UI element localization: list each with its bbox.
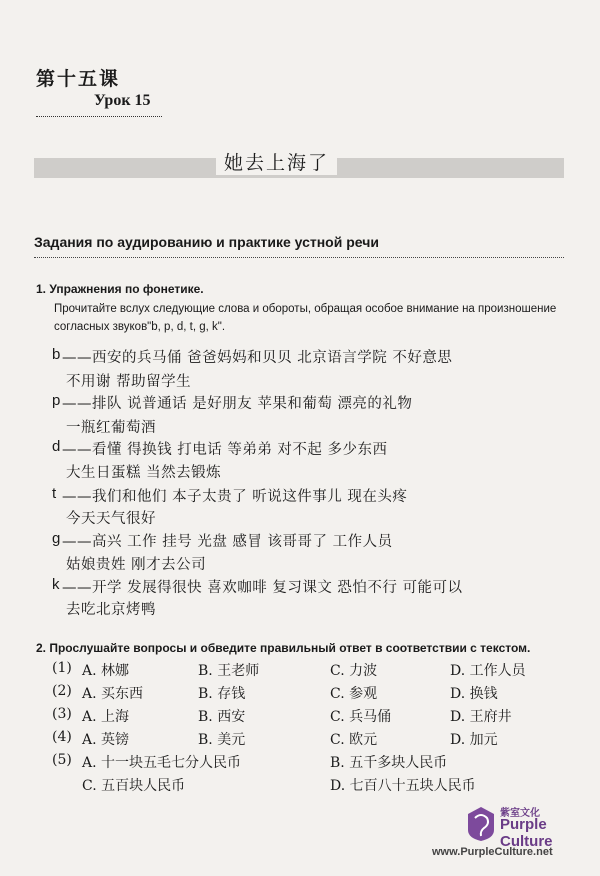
phonetic-letter: d	[52, 438, 61, 455]
phonetic-letter: g	[52, 530, 61, 547]
answer-option[interactable]: C. 力波	[330, 663, 378, 679]
phonetic-line: ——排队 说普通话 是好朋友 苹果和葡萄 漂亮的礼物	[62, 396, 413, 412]
lesson-title: 第十五课	[36, 68, 121, 90]
answer-option[interactable]: B. 王老师	[198, 663, 260, 679]
section-rule	[34, 257, 564, 258]
question-number: (2)	[52, 683, 72, 699]
section-heading: Задания по аудированию и практике устной речи	[34, 234, 379, 250]
phonetic-line: 去吃北京烤鸭	[66, 602, 156, 618]
answer-option[interactable]: A. 十一块五毛七分人民币	[82, 755, 242, 771]
answer-option[interactable]: A. 英镑	[82, 732, 130, 748]
answer-option[interactable]: A. 林娜	[82, 663, 130, 679]
purple-culture-badge-icon	[466, 806, 496, 842]
phonetic-line: ——开学 发展得很快 喜欢咖啡 复习课文 恐怕不行 可能可以	[62, 580, 463, 596]
answer-option[interactable]: D. 王府井	[450, 709, 512, 725]
phonetic-letter: p	[52, 392, 61, 409]
question-number: (5)	[52, 752, 72, 768]
answer-option[interactable]: C. 参观	[330, 686, 378, 702]
answer-option[interactable]: B. 存钱	[198, 686, 246, 702]
watermark-url: www.PurpleCulture.net	[432, 846, 553, 858]
watermark-chinese-name: 紫室文化	[500, 808, 540, 819]
answer-option[interactable]: D. 工作人员	[450, 663, 526, 679]
watermark-brand-name: Purple Culture	[500, 816, 553, 850]
answer-option[interactable]: D. 换钱	[450, 686, 498, 702]
exercise-2-heading: 2. Прослушайте вопросы и обведите правильный ответ в соответствии с текстом.	[36, 641, 531, 655]
answer-option[interactable]: D. 加元	[450, 732, 498, 748]
answer-option[interactable]: A. 买东西	[82, 686, 144, 702]
answer-option[interactable]: A. 上海	[82, 709, 130, 725]
answer-option[interactable]: C. 欧元	[330, 732, 378, 748]
question-number: (1)	[52, 660, 72, 676]
answer-option[interactable]: C. 五百块人民币	[82, 778, 186, 794]
phonetic-line: ——西安的兵马俑 爸爸妈妈和贝贝 北京语言学院 不好意思	[62, 350, 453, 366]
answer-option[interactable]: C. 兵马俑	[330, 709, 392, 725]
phonetic-line: ——我们和他们 本子太贵了 听说这件事儿 现在头疼	[62, 489, 408, 505]
lesson-heading: 她去上海了	[216, 148, 337, 175]
exercise-1-heading: 1. Упражнения по фонетике.	[36, 282, 204, 296]
phonetic-line: 今天天气很好	[66, 511, 156, 527]
phonetic-line: 姑娘贵姓 刚才去公司	[66, 557, 207, 573]
phonetic-letter: b	[52, 346, 61, 363]
answer-option[interactable]: B. 美元	[198, 732, 246, 748]
answer-option[interactable]: B. 西安	[198, 709, 246, 725]
question-number: (4)	[52, 729, 72, 745]
phonetic-letter: t	[52, 485, 57, 502]
answer-option[interactable]: D. 七百八十五块人民币	[330, 778, 476, 794]
phonetic-line: ——看懂 得换钱 打电话 等弟弟 对不起 多少东西	[62, 442, 388, 458]
phonetic-letter: k	[52, 576, 60, 593]
watermark-logo	[466, 804, 576, 848]
title-divider	[36, 116, 162, 117]
phonetic-line: 大生日蛋糕 当然去锻炼	[66, 465, 222, 481]
exercise-1-instruction-line-1: Прочитайте вслух следующие слова и обороты, обращая особое внимание на произношение	[54, 303, 557, 315]
lesson-subtitle: Урок 15	[94, 92, 151, 109]
exercise-1-instruction-line-2: согласных звуков"b, p, d, t, g, k".	[54, 321, 226, 333]
question-number: (3)	[52, 706, 72, 722]
answer-option[interactable]: B. 五千多块人民币	[330, 755, 448, 771]
phonetic-line: 一瓶红葡萄酒	[66, 420, 156, 436]
phonetic-line: 不用谢 帮助留学生	[66, 374, 192, 390]
phonetic-line: ——高兴 工作 挂号 光盘 感冒 该哥哥了 工作人员	[62, 534, 393, 550]
